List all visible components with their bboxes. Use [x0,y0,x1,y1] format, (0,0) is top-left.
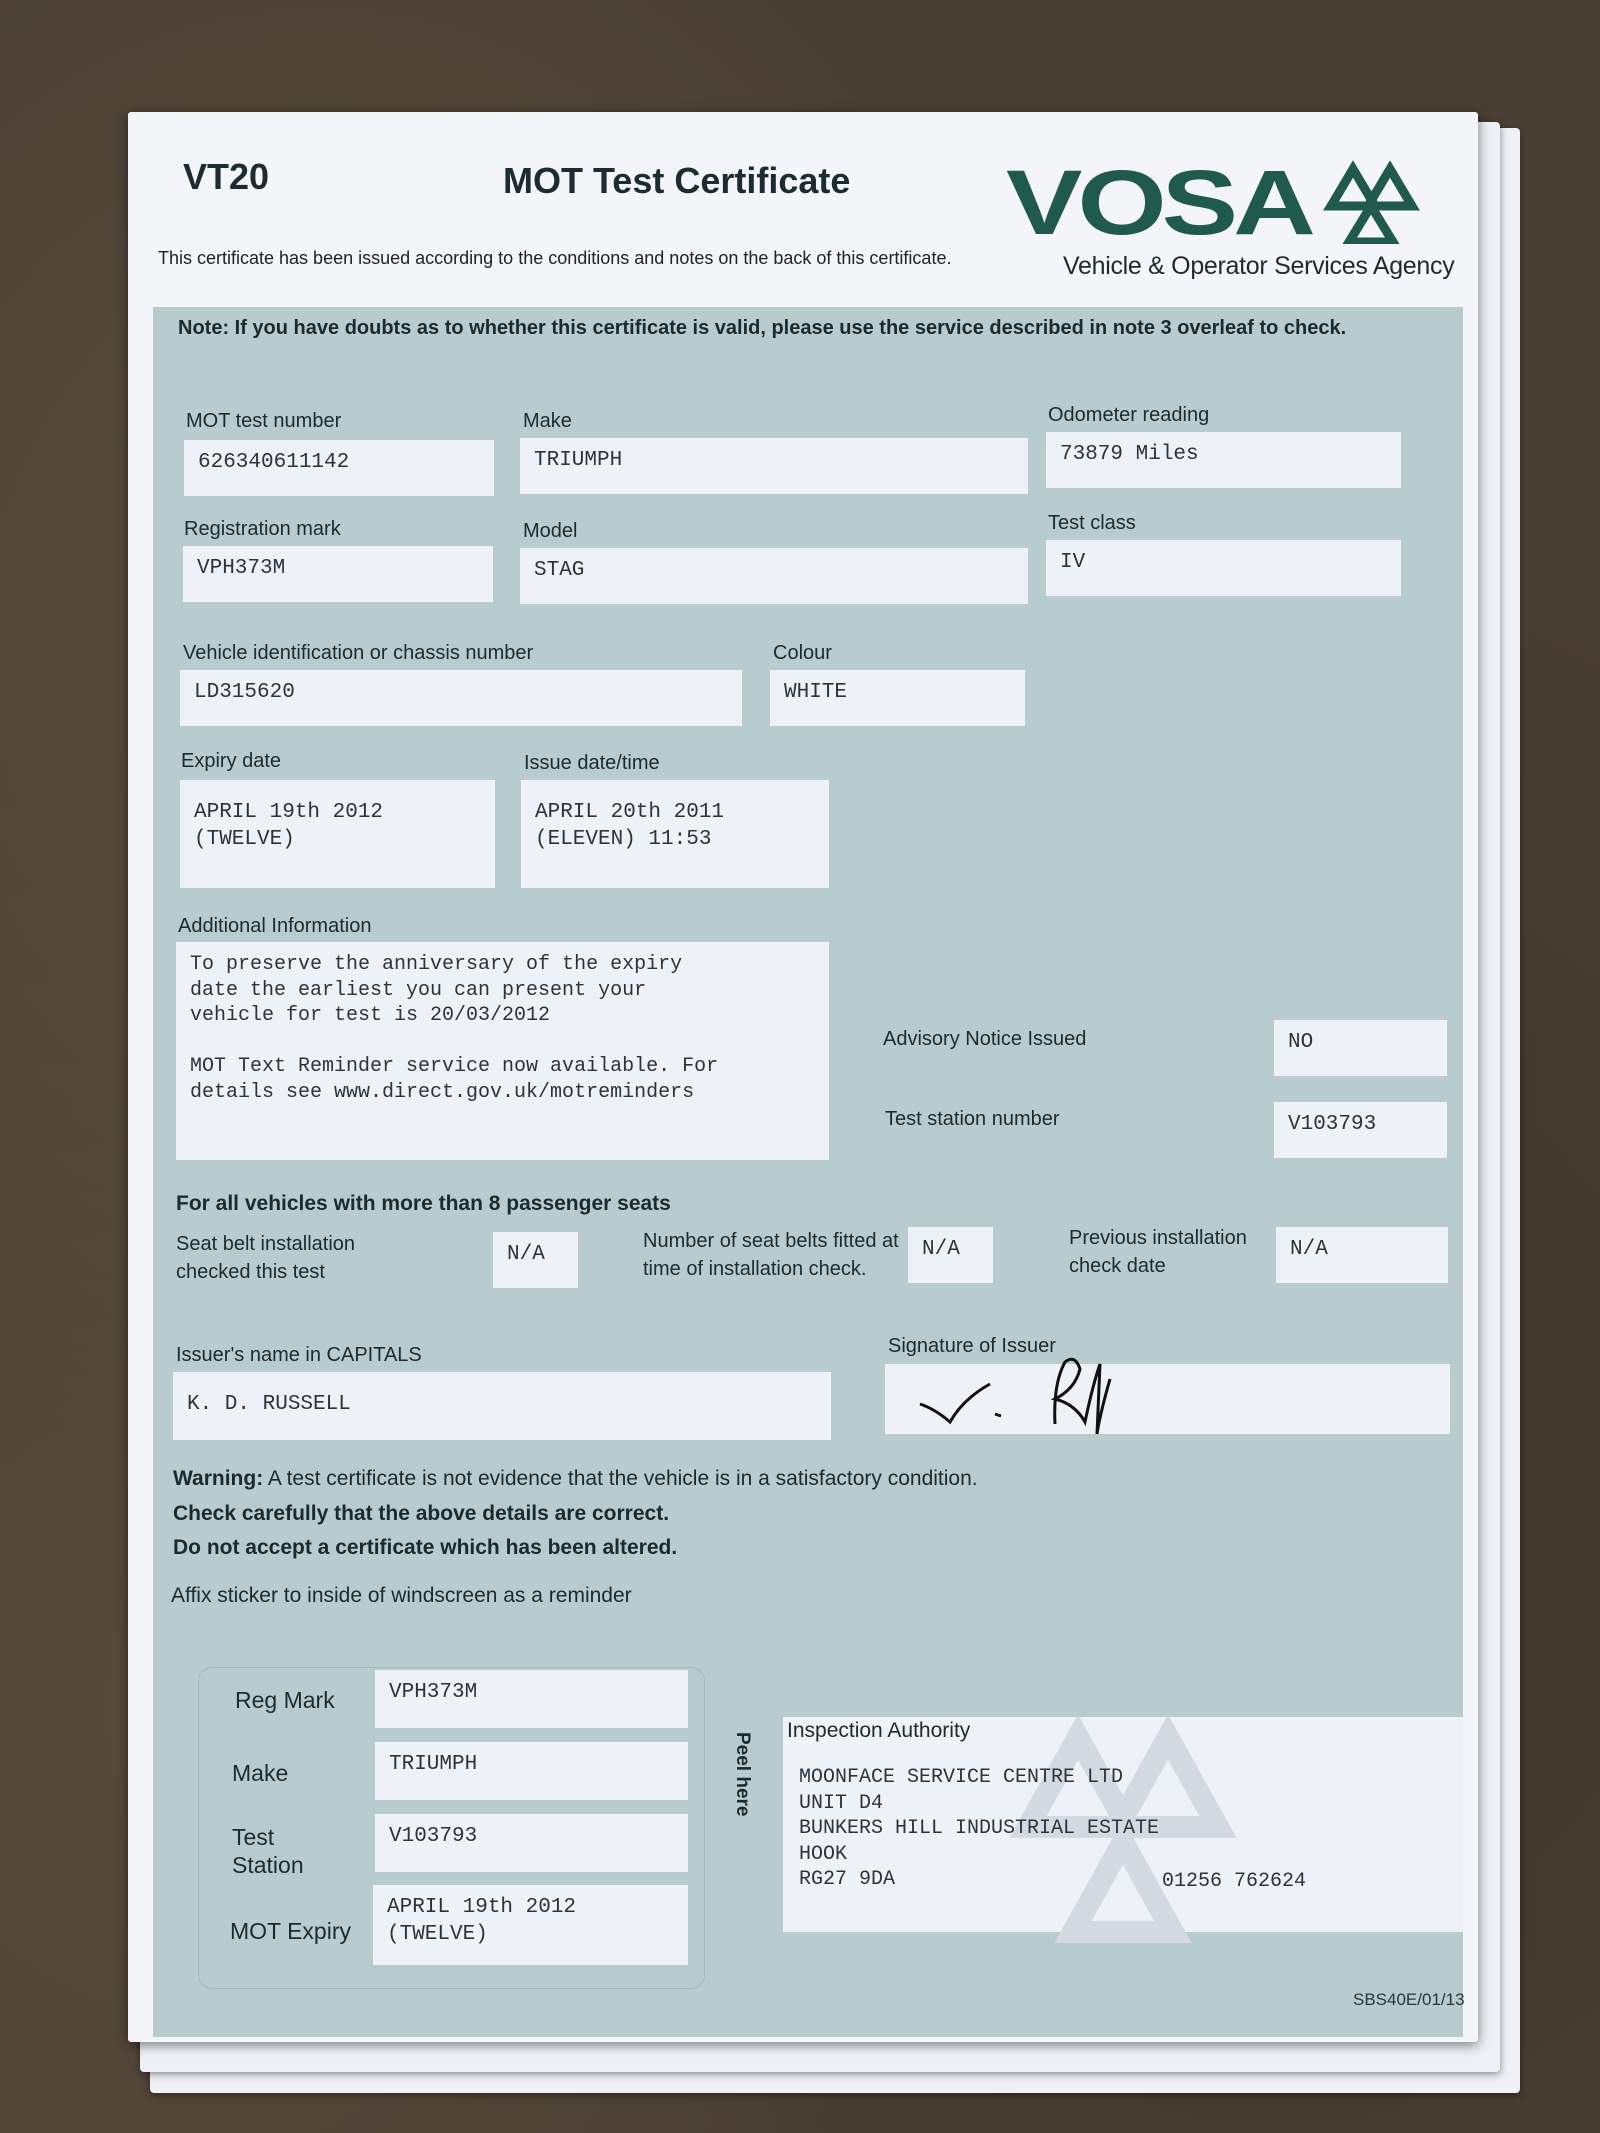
triangles-icon [1331,169,1412,242]
colour-value: WHITE [770,670,1025,726]
prev-installation-value: N/A [1276,1227,1448,1283]
seat-belt-label: Seat belt installation checked this test [176,1233,356,1283]
issue-label: Issue date/time [524,752,660,774]
check-details-text: Check carefully that the above details are correct. [173,1502,670,1525]
advisory-value: NO [1274,1020,1447,1076]
sticker-make-label: Make [232,1760,289,1786]
sticker-station-label: Test Station [232,1824,304,1878]
make-label: Make [523,410,572,432]
inspection-authority-phone: 01256 762624 [1162,1870,1307,1893]
advisory-label: Advisory Notice Issued [883,1028,1087,1050]
num-belts-value: N/A [908,1227,993,1283]
sticker-expiry-value: APRIL 19th 2012 (TWELVE) [373,1885,688,1965]
odometer-value: 73879 Miles [1046,432,1401,488]
additional-info-value: To preserve the anniversary of the expiry date the earliest you can present your vehicle for test is 20/03/2012 MOT Text Reminder service now available. For details see www.direct.gov.uk/motreminders [176,942,829,1160]
inspection-authority-address: MOONFACE SERVICE CENTRE LTD UNIT D4 BUNKERS HILL INDUSTRIAL ESTATE HOOK RG27 9DA [799,1766,1160,1892]
sticker-station-value: V103793 [375,1814,688,1872]
prev-installation-label: Previous installation check date [1069,1227,1247,1277]
expiry-value: APRIL 19th 2012 (TWELVE) [180,780,495,888]
seat-belt-value: N/A [493,1232,578,1288]
form-code: VT20 [183,156,270,197]
signature-label: Signature of Issuer [888,1335,1056,1357]
registration-value: VPH373M [183,546,493,602]
validity-note: Note: If you have doubts as to whether this certificate is valid, please use the service described in note 3 overleaf to check. [178,317,1347,339]
colour-label: Colour [773,642,832,664]
additional-info-label: Additional Information [178,915,372,937]
sticker-reg-value: VPH373M [375,1670,688,1728]
altered-warning-text: Do not accept a certificate which has been altered. [173,1536,678,1559]
agency-name: Vehicle & Operator Services Agency [1063,252,1455,280]
test-station-label: Test station number [885,1108,1060,1130]
issuer-name-label: Issuer's name in CAPITALS [176,1344,422,1366]
warning-prefix: Warning: [173,1467,264,1490]
warning-line [173,1467,978,1491]
mot-test-number-label: MOT test number [186,410,342,432]
inspection-authority-box [783,1717,1463,1932]
sticker-reg-label: Reg Mark [235,1687,335,1713]
make-value: TRIUMPH [520,438,1028,494]
vosa-logo-text: VOSA [1006,154,1315,244]
issuer-signature [915,1344,1175,1454]
sticker-make-value: TRIUMPH [375,1742,688,1800]
vin-value: LD315620 [180,670,742,726]
form-reference: SBS40E/01/13 [1353,1990,1465,2009]
mot-test-number-value: 626340611142 [184,440,494,496]
intro-text: This certificate has been issued according to the conditions and notes on the back of this certificate. [158,248,952,268]
expiry-label: Expiry date [181,750,282,772]
num-belts-label: Number of seat belts fitted at time of installation check. [643,1230,899,1280]
issue-value: APRIL 20th 2011 (ELEVEN) 11:53 [521,780,829,888]
test-class-value: IV [1046,540,1401,596]
test-station-value: V103793 [1274,1102,1447,1158]
peel-here-label: Peel here [732,1732,753,1817]
test-class-label: Test class [1048,512,1136,534]
page-title: MOT Test Certificate [503,160,851,201]
sticker-expiry-label: MOT Expiry [230,1918,351,1944]
passenger-heading: For all vehicles with more than 8 passenger seats [176,1192,671,1215]
vosa-logo [1006,154,1446,244]
registration-label: Registration mark [184,518,341,540]
vin-label: Vehicle identification or chassis number [183,642,534,664]
model-label: Model [523,520,578,542]
warning-text: A test certificate is not evidence that the vehicle is in a satisfactory condition. [267,1467,978,1490]
signature-box [885,1364,1450,1434]
inspection-authority-label: Inspection Authority [787,1719,971,1742]
model-value: STAG [520,548,1028,604]
mot-certificate [128,112,1478,2042]
issuer-name-value: K. D. RUSSELL [173,1372,831,1440]
affix-sticker-text: Affix sticker to inside of windscreen as a reminder [171,1584,632,1607]
odometer-label: Odometer reading [1048,404,1210,426]
